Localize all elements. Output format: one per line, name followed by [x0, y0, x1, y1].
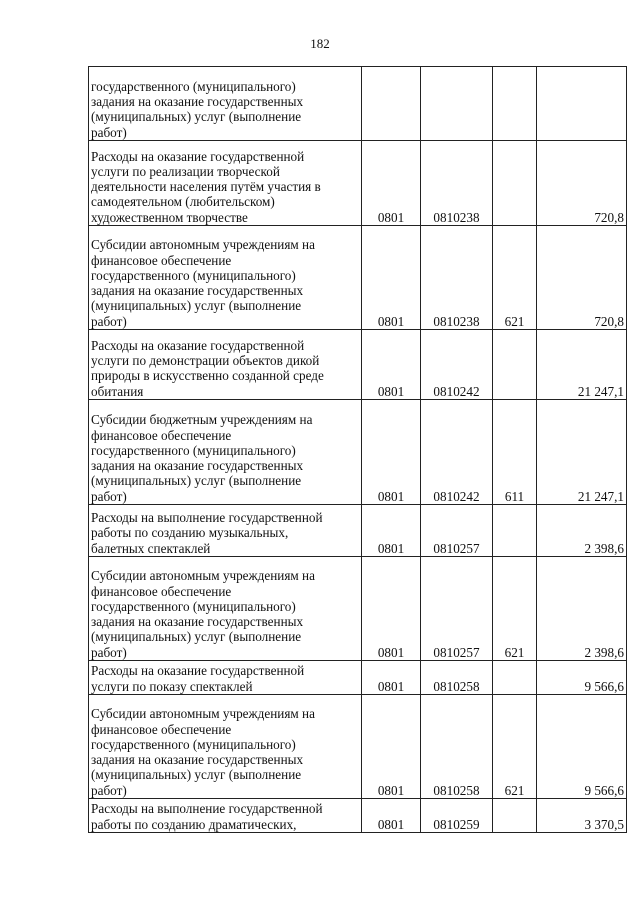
expense-name-cell: Субсидии автономным учреждениям на финансовое обеспечение государственного (муниципального) задания на оказание государственных (муниципальных) услуг (выполнение работ)	[89, 557, 362, 661]
section-code-cell: 0801	[362, 400, 421, 505]
target-article-cell: 0810242	[421, 330, 493, 400]
expense-type-cell: 621	[493, 557, 537, 661]
table-row	[89, 330, 627, 400]
amount-cell: 21 247,1	[537, 330, 627, 400]
table-row	[89, 799, 627, 833]
budget-table-body	[89, 67, 627, 833]
target-article-cell: 0810242	[421, 400, 493, 505]
amount-cell: 3 370,5	[537, 799, 627, 833]
section-code-cell: 0801	[362, 661, 421, 695]
section-code-cell: 0801	[362, 799, 421, 833]
expense-type-cell	[493, 141, 537, 226]
amount-cell: 9 566,6	[537, 695, 627, 799]
amount-cell	[537, 67, 627, 141]
section-code-cell: 0801	[362, 141, 421, 226]
target-article-cell: 0810258	[421, 695, 493, 799]
amount-cell: 720,8	[537, 226, 627, 330]
section-code-cell	[362, 67, 421, 141]
amount-cell: 720,8	[537, 141, 627, 226]
table-row	[89, 695, 627, 799]
expense-name-cell: Расходы на выполнение государственной работы по созданию музыкальных, балетных спектаклей	[89, 505, 362, 557]
amount-cell: 2 398,6	[537, 557, 627, 661]
target-article-cell: 0810238	[421, 141, 493, 226]
target-article-cell: 0810238	[421, 226, 493, 330]
amount-cell: 2 398,6	[537, 505, 627, 557]
section-code-cell: 0801	[362, 505, 421, 557]
target-article-cell: 0810258	[421, 661, 493, 695]
target-article-cell: 0810257	[421, 505, 493, 557]
expense-type-cell	[493, 661, 537, 695]
expense-type-cell: 611	[493, 400, 537, 505]
page-number: 182	[310, 36, 330, 51]
expense-name-cell: Субсидии автономным учреждениям на финансовое обеспечение государственного (муниципального) задания на оказание государственных (муниципальных) услуг (выполнение работ)	[89, 695, 362, 799]
target-article-cell: 0810257	[421, 557, 493, 661]
table-row	[89, 557, 627, 661]
expense-type-cell	[493, 505, 537, 557]
target-article-cell: 0810259	[421, 799, 493, 833]
expense-type-cell	[493, 330, 537, 400]
expense-name-cell: Расходы на выполнение государственной работы по созданию драматических,	[89, 799, 362, 833]
table-row	[89, 226, 627, 330]
section-code-cell: 0801	[362, 557, 421, 661]
expense-name-cell: Расходы на оказание государственной услуги по показу спектаклей	[89, 661, 362, 695]
expense-type-cell: 621	[493, 226, 537, 330]
budget-table	[88, 66, 627, 833]
expense-type-cell	[493, 67, 537, 141]
amount-cell: 9 566,6	[537, 661, 627, 695]
table-row	[89, 400, 627, 505]
amount-cell: 21 247,1	[537, 400, 627, 505]
table-row	[89, 67, 627, 141]
expense-name-cell: Субсидии автономным учреждениям на финансовое обеспечение государственного (муниципального) задания на оказание государственных (муниципальных) услуг (выполнение работ)	[89, 226, 362, 330]
expense-name-cell: Субсидии бюджетным учреждениям на финансовое обеспечение государственного (муниципального) задания на оказание государственных (муниципальных) услуг (выполнение работ)	[89, 400, 362, 505]
expense-type-cell: 621	[493, 695, 537, 799]
section-code-cell: 0801	[362, 695, 421, 799]
table-row	[89, 661, 627, 695]
target-article-cell	[421, 67, 493, 141]
table-row	[89, 505, 627, 557]
expense-name-cell: Расходы на оказание государственной услуги по демонстрации объектов дикой природы в искусственно созданной среде обитания	[89, 330, 362, 400]
expense-name-cell: Расходы на оказание государственной услуги по реализации творческой деятельности населения путём участия в самодеятельном (любительском) художественном творчестве	[89, 141, 362, 226]
section-code-cell: 0801	[362, 330, 421, 400]
expense-type-cell	[493, 799, 537, 833]
expense-name-cell: государственного (муниципального) задания на оказание государственных (муниципальных) услуг (выполнение работ)	[89, 67, 362, 141]
table-row	[89, 141, 627, 226]
section-code-cell: 0801	[362, 226, 421, 330]
